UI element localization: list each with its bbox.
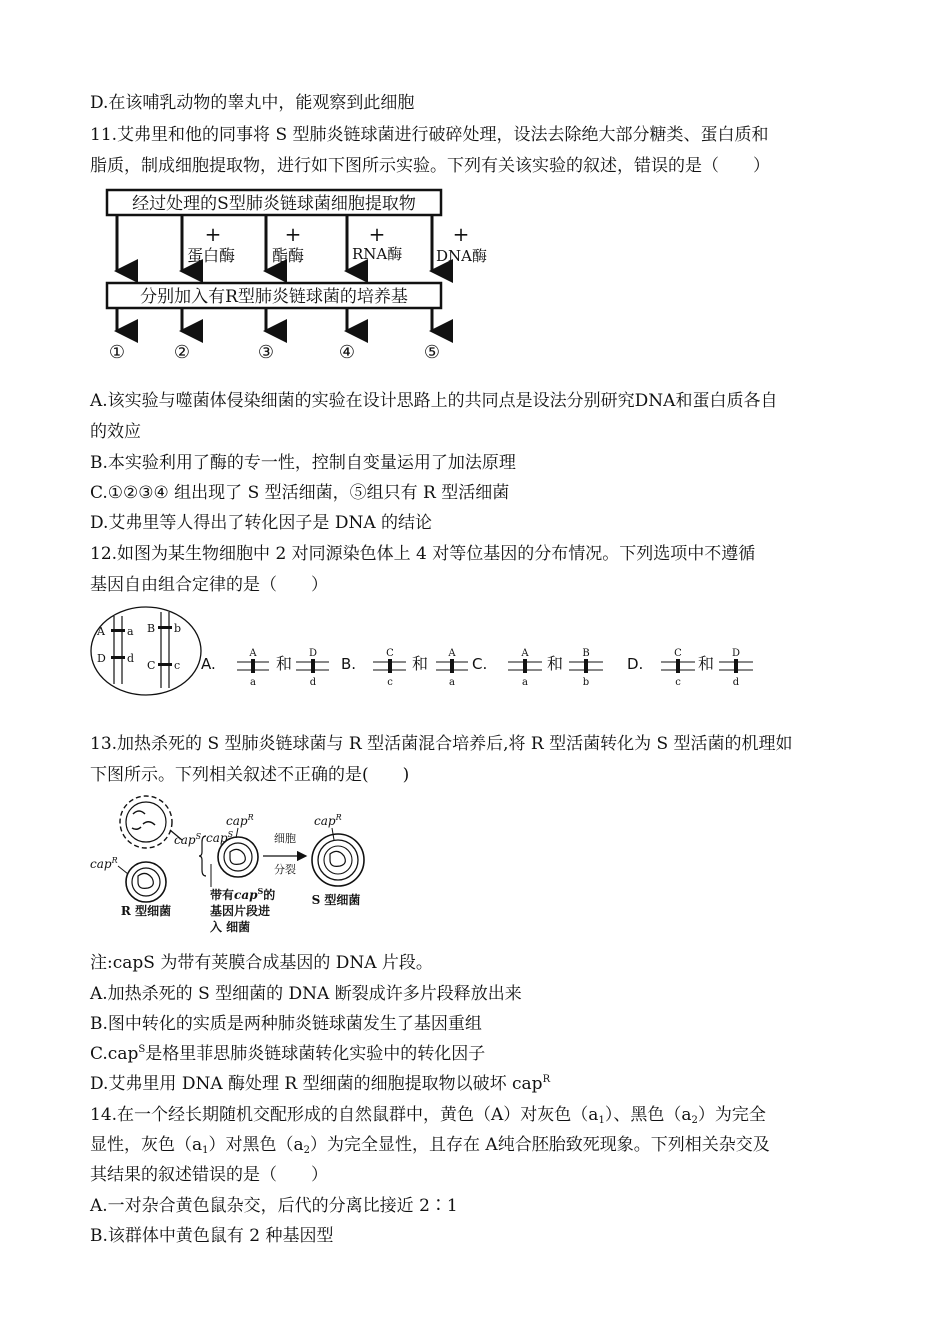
q13-note: 注:capS 为带有荚膜合成基因的 DNA 片段。 xyxy=(90,953,433,973)
q11-stem-line1: 11.艾弗里和他的同事将 S 型肺炎链球菌进行破碎处理，设法去除绝大部分糖类、蛋白质和 xyxy=(90,125,769,145)
q12-option-a-g1-top: A xyxy=(249,648,257,659)
q13-r-cell xyxy=(126,862,166,902)
q11-top-box-label: 经过处理的S型肺炎链球菌细胞提取物 xyxy=(132,194,416,214)
q13-stem-line2: 下图所示。下列相关叙述不正确的是( ) xyxy=(90,765,410,785)
q11-option-a-line2: 的效应 xyxy=(90,422,141,442)
q12-option-d-g2-top: D xyxy=(731,648,741,659)
q14-stem-line1: 14.在一个经长期随机交配形成的自然鼠群中，黄色（A）对灰色$(a_1)$、黑色$(a_2)$为完全 xyxy=(90,1105,766,1126)
q12-option-b-g2-top: A xyxy=(448,648,456,659)
q12-gene-D: D xyxy=(97,652,106,665)
q10-option-d: D.在该哺乳动物的睾丸中，能观察到此细胞 xyxy=(90,93,415,113)
q11-enzyme-dnase: DNA酶 xyxy=(436,247,487,265)
q11-enzyme-rnase: RNA酶 xyxy=(352,245,403,263)
q12-gene-C: C xyxy=(147,659,156,672)
q13-transformation-diagram xyxy=(88,792,378,940)
q11-enzyme-esterase: 酯酶 xyxy=(272,246,305,265)
q13-cap-r-label-mid: cap$^R$ xyxy=(226,813,254,828)
q13-option-d: D.艾弗里用 DNA 酶处理 R 型细菌的细胞提取物以破坏 cap$^R$ xyxy=(90,1074,551,1094)
q12-gene-d: d xyxy=(127,652,135,665)
q12-gene-b: b xyxy=(174,622,182,635)
q13-caps-label-1: cap$^S$ xyxy=(174,832,202,847)
q12-option-b-g1-bottom: c xyxy=(387,677,393,688)
q12-option-b-letter: B. xyxy=(341,655,357,673)
q11-tube-5: ⑤ xyxy=(423,342,441,363)
q13-arrow-label-top: 细胞 xyxy=(274,832,296,845)
q13-option-a: A.加热杀死的 S 型细菌的 DNA 断裂成许多片段释放出来 xyxy=(90,984,522,1004)
q12-option-a-and: 和 xyxy=(276,654,293,673)
q12-gene-B: B xyxy=(147,622,156,635)
q13-brace xyxy=(199,836,206,876)
q13-arrow-label-bottom: 分裂 xyxy=(274,863,296,876)
q11-option-c: C.①②③④ 组出现了 S 型活细菌，⑤组只有 R 型活细菌 xyxy=(90,483,510,503)
q11-plus-2: + xyxy=(284,222,302,246)
q13-s-cell-label: S 型细菌 xyxy=(311,893,361,907)
q11-bottom-box-label: 分别加入有R型肺炎链球菌的培养基 xyxy=(140,287,408,307)
q12-option-c-g2-bottom: b xyxy=(582,677,590,688)
q12-cell-diagram xyxy=(88,604,208,699)
q12-option-a-letter: A. xyxy=(201,655,216,673)
q14-option-b: B.该群体中黄色鼠有 2 种基因型 xyxy=(90,1226,334,1246)
q12-option-b-and: 和 xyxy=(412,654,429,673)
q13-r-cell-label: R 型细菌 xyxy=(120,904,172,918)
q12-stem-line2: 基因自由组合定律的是（ ） xyxy=(90,575,328,595)
q11-tube-3: ③ xyxy=(257,342,275,363)
q11-option-b: B.本实验利用了酶的专一性，控制自变量运用了加法原理 xyxy=(90,453,516,473)
q14-stem-line3: 其结果的叙述错误的是（ ） xyxy=(90,1165,328,1185)
q11-enzyme-protease: 蛋白酶 xyxy=(187,246,236,265)
q12-gene-a: a xyxy=(127,625,134,638)
q11-arrows-down-2 xyxy=(117,308,432,331)
q11-stem-line2: 脂质，制成细胞提取物，进行如下图所示实验。下列有关该实验的叙述，错误的是（ ） xyxy=(90,156,770,176)
q11-tube-4: ④ xyxy=(338,342,356,363)
q12-option-c-g1-bottom: a xyxy=(522,677,528,688)
q13-note-line1: 带有cap$^S$的 xyxy=(210,886,276,902)
q13-option-b: B.图中转化的实质是两种肺炎链球菌发生了基因重组 xyxy=(90,1014,482,1034)
q12-option-b-g1-top: C xyxy=(386,648,394,659)
q12-option-d xyxy=(627,648,753,688)
q11-plus-1: + xyxy=(204,222,222,246)
q11-experiment-diagram xyxy=(95,183,495,373)
q14-stem-line2: 显性，灰色$(a_1)$对黑色$(a_2)$为完全显性，且存在 A纯合胚胎致死现象。下列相关杂交及 xyxy=(90,1135,770,1156)
q12-option-a xyxy=(201,648,329,688)
q12-option-b-g2-bottom: a xyxy=(449,677,455,688)
q14-option-a: A.一对杂合黄色鼠杂交，后代的分离比接近 2∶1 xyxy=(90,1196,458,1216)
q12-gene-c: c xyxy=(174,659,181,672)
q12-option-d-g1-bottom: c xyxy=(675,677,681,688)
q12-stem-line1: 12.如图为某生物细胞中 2 对同源染色体上 4 对等位基因的分布情况。下列选项中不遵循 xyxy=(90,544,756,564)
q12-option-a-g2-bottom: d xyxy=(309,677,317,688)
q11-tube-2: ② xyxy=(173,342,191,363)
q12-option-c xyxy=(472,648,603,688)
q13-cap-r-label-left: cap$^R$ xyxy=(90,856,118,871)
q12-option-b xyxy=(341,648,468,688)
q12-options xyxy=(195,640,775,695)
q12-option-d-g2-bottom: d xyxy=(732,677,740,688)
q12-option-c-g1-top: A xyxy=(521,648,529,659)
q12-gene-A: A xyxy=(97,625,105,638)
q13-s-cell xyxy=(312,834,364,886)
q13-caps-label-2: cap$^S$ xyxy=(206,830,234,845)
q12-option-d-g1-top: C xyxy=(674,648,682,659)
q11-option-d: D.艾弗里等人得出了转化因子是 DNA 的结论 xyxy=(90,513,433,533)
q13-cap-r-label-right: cap$^R$ xyxy=(314,813,342,828)
q12-option-d-letter: D. xyxy=(627,655,644,673)
q12-option-a-g2-top: D xyxy=(308,648,318,659)
q11-plus-4: + xyxy=(452,222,470,246)
q12-option-a-g1-bottom: a xyxy=(250,677,256,688)
q11-option-a-line1: A.该实验与噬菌体侵染细菌的实验在设计思路上的共同点是设法分别研究DNA和蛋白质各自 xyxy=(90,391,778,411)
q13-note-line2: 基因片段进 xyxy=(210,904,271,918)
q12-option-c-and: 和 xyxy=(547,654,564,673)
q11-tube-1: ① xyxy=(108,342,126,363)
q12-option-c-g2-top: B xyxy=(582,648,590,659)
q12-option-d-and: 和 xyxy=(698,654,715,673)
q11-plus-3: + xyxy=(368,222,386,246)
q12-cell-outline xyxy=(91,607,201,695)
q13-option-c: C.cap$^S$是格里菲思肺炎链球菌转化实验中的转化因子 xyxy=(90,1044,486,1064)
q13-dead-s-cell xyxy=(120,796,182,848)
q13-stem-line1: 13.加热杀死的 S 型肺炎链球菌与 R 型活菌混合培养后,将 R 型活菌转化为 S 型活菌的机理如 xyxy=(90,734,793,754)
q12-option-c-letter: C. xyxy=(472,655,488,673)
q13-note-line3: 入 细菌 xyxy=(210,920,251,934)
